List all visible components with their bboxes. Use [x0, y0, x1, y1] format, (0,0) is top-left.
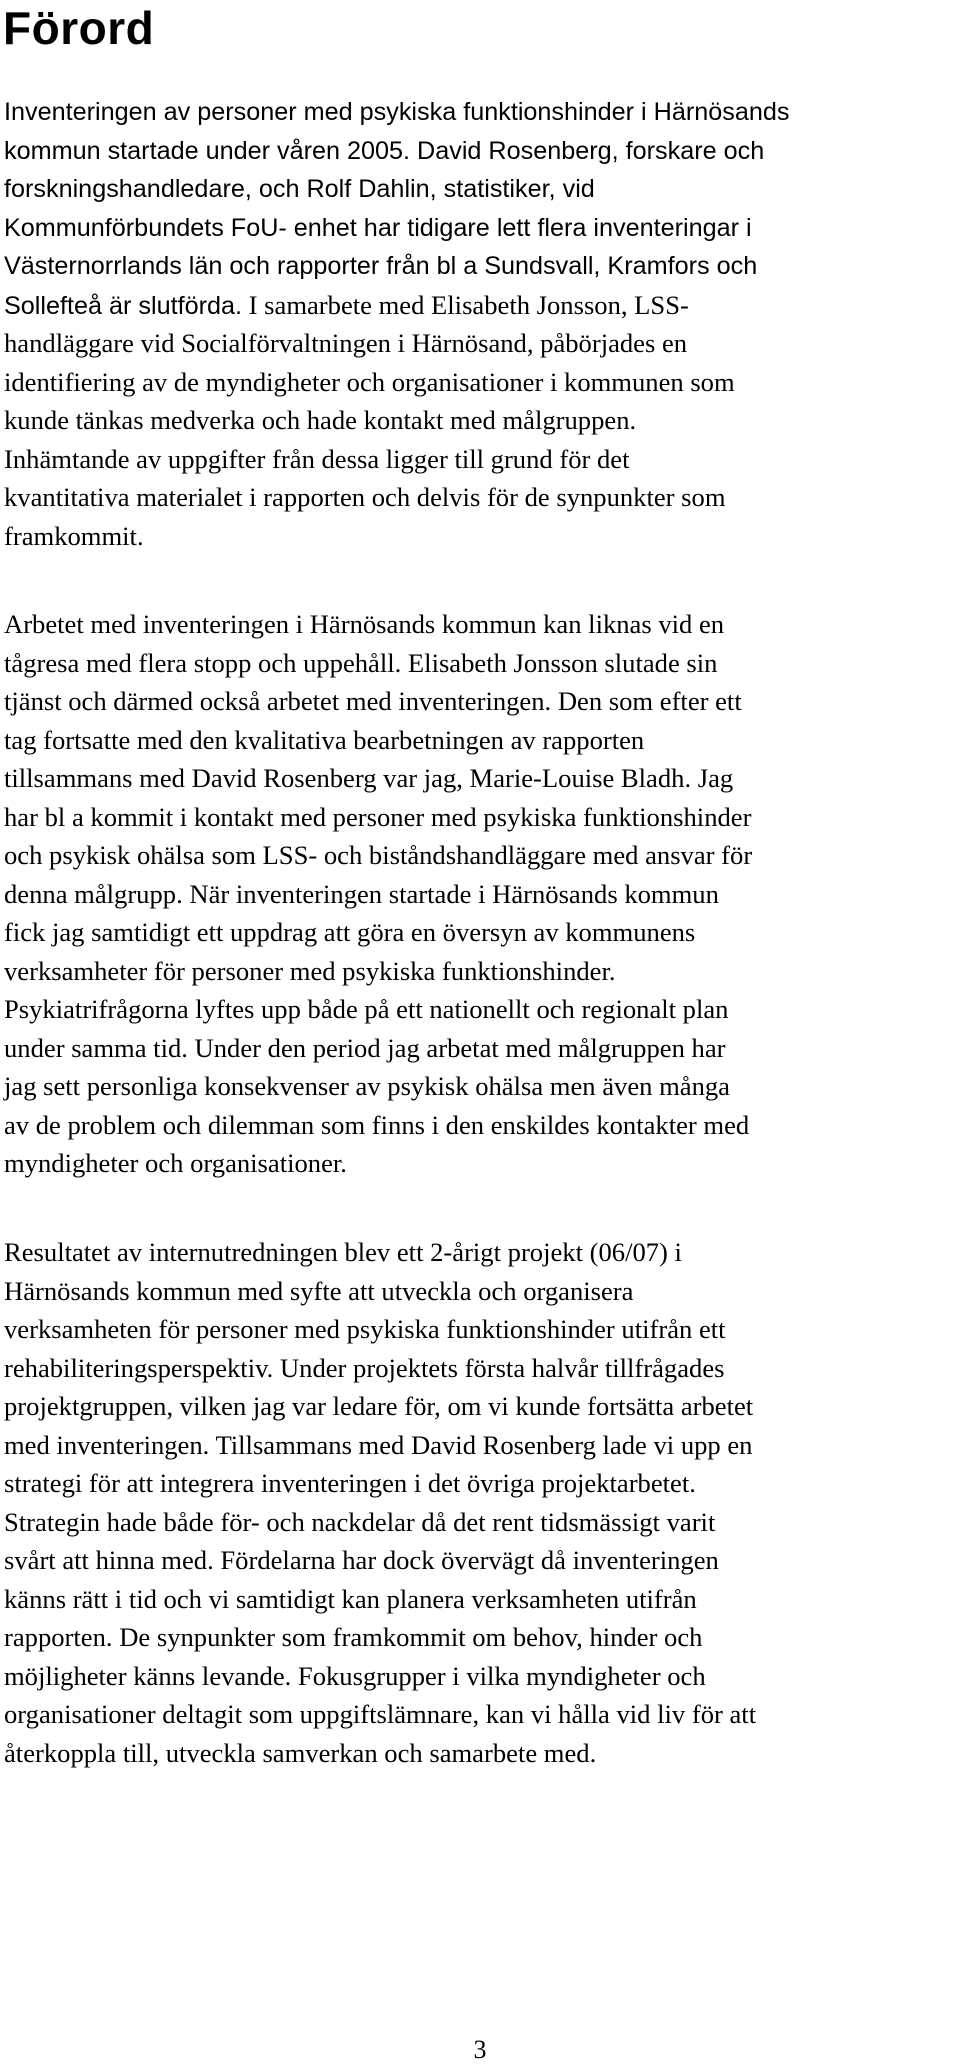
text-line: och psykisk ohälsa som LSS- och biståndshandläggare med ansvar för [4, 840, 753, 870]
text-line: denna målgrupp. När inventeringen startade i Härnösands kommun [4, 878, 719, 909]
text-line: Inventeringen av personer med psykiska funktionshinder i Härnösands [4, 98, 790, 126]
text-line [4, 286, 954, 325]
text-line: rapporten. De synpunkter som framkommit om behov, hinder och [4, 1622, 703, 1652]
paragraph-result [4, 1233, 954, 1772]
text-line: jag sett personliga konsekvenser av psykisk ohälsa men även många [4, 1071, 730, 1101]
text-line: Strategin hade både för- och nackdelar då det rent tidsmässigt varit [4, 1506, 716, 1537]
text-line: forskningshandledare, och Rolf Dahlin, statistiker, vid [4, 175, 595, 203]
text-line: verksamheten för personer med psykiska funktionshinder utifrån ett [4, 1314, 726, 1344]
text-line: under samma tid. Under den period jag arbetat med målgruppen har [4, 1032, 726, 1063]
text-line: tjänst och därmed också arbetet med inventeringen. Den som efter ett [4, 686, 742, 716]
text-line: strategi för att integrera inventeringen i det övriga projektarbetet. [4, 1468, 696, 1498]
text-line: känns rätt i tid och vi samtidigt kan planera verksamheten utifrån [4, 1583, 697, 1614]
text-line: Resultatet av internutredningen blev ett 2-årigt projekt (06/07) i [4, 1237, 682, 1267]
text-line: har bl a kommit i kontakt med personer med psykiska funktionshinder [4, 801, 752, 832]
text-line: projektgruppen, vilken jag var ledare för, om vi kunde fortsätta arbetet [4, 1391, 754, 1421]
text-line: med inventeringen. Tillsammans med David Rosenberg lade vi upp en [4, 1429, 753, 1460]
text-line: återkoppla till, utveckla samverkan och samarbete med. [4, 1737, 597, 1768]
paragraph-travel [4, 605, 954, 1183]
text-line: handläggare vid Socialförvaltningen i Härnösand, påbörjades en [4, 328, 688, 358]
paragraph-intro [4, 93, 954, 555]
text-line: identifiering av de myndigheter och organisationer i kommunen som [4, 366, 735, 397]
text-line: Västernorrlands län och rapporter från bl a Sundsvall, Kramfors och [4, 252, 758, 280]
text-line: myndigheter och organisationer. [4, 1148, 347, 1178]
page-number: 3 [473, 2035, 487, 2064]
text-line: organisationer deltagit som uppgiftslämnare, kan vi hålla vid liv för att [4, 1699, 757, 1729]
text-line: Kommunförbundets FoU- enhet har tidigare lett flera inventeringar i [4, 213, 752, 242]
text-line: svårt att hinna med. Fördelarna har dock övervägt då inventeringen [4, 1545, 719, 1575]
text-line: Arbetet med inventeringen i Härnösands kommun kan liknas vid en [4, 609, 725, 639]
text-line: Psykiatrifrågorna lyftes upp både på ett nationellt och regionalt plan [4, 994, 729, 1024]
text-line: kunde tänkas medverka och hade kontakt med målgruppen. [4, 405, 637, 435]
text-line: kvantitativa materialet i rapporten och delvis för de synpunkter som [4, 482, 726, 512]
text-line: Härnösands kommun med syfte att utveckla och organisera [4, 1275, 634, 1306]
text-segment: Sollefteå är slutförda. [4, 291, 243, 320]
text-line: verksamheter för personer med psykiska funktionshinder. [4, 955, 616, 986]
page-title: Förord [3, 2, 155, 54]
text-line: Inhämtande av uppgifter från dessa ligger till grund för det [4, 443, 630, 474]
text-line: möjligheter känns levande. Fokusgrupper i vilka myndigheter och [4, 1660, 706, 1691]
text-line: kommun startade under våren 2005. David Rosenberg, forskare och [4, 136, 765, 165]
text-line: tag fortsatte med den kvalitativa bearbetningen av rapporten [4, 724, 645, 755]
text-line: tillsammans med David Rosenberg var jag, Marie-Louise Bladh. Jag [4, 763, 734, 793]
text-line: av de problem och dilemman som finns i den enskildes kontakter med [4, 1109, 750, 1140]
text-line: tågresa med flera stopp och uppehåll. Elisabeth Jonsson slutade sin [4, 647, 718, 678]
text-line: fick jag samtidigt ett uppdrag att göra en översyn av kommunens [4, 917, 696, 947]
text-segment: I samarbete med Elisabeth Jonsson, LSS- [242, 289, 689, 320]
text-line: rehabiliteringsperspektiv. Under projektets första halvår tillfrågades [4, 1352, 725, 1383]
text-line: framkommit. [4, 520, 144, 551]
